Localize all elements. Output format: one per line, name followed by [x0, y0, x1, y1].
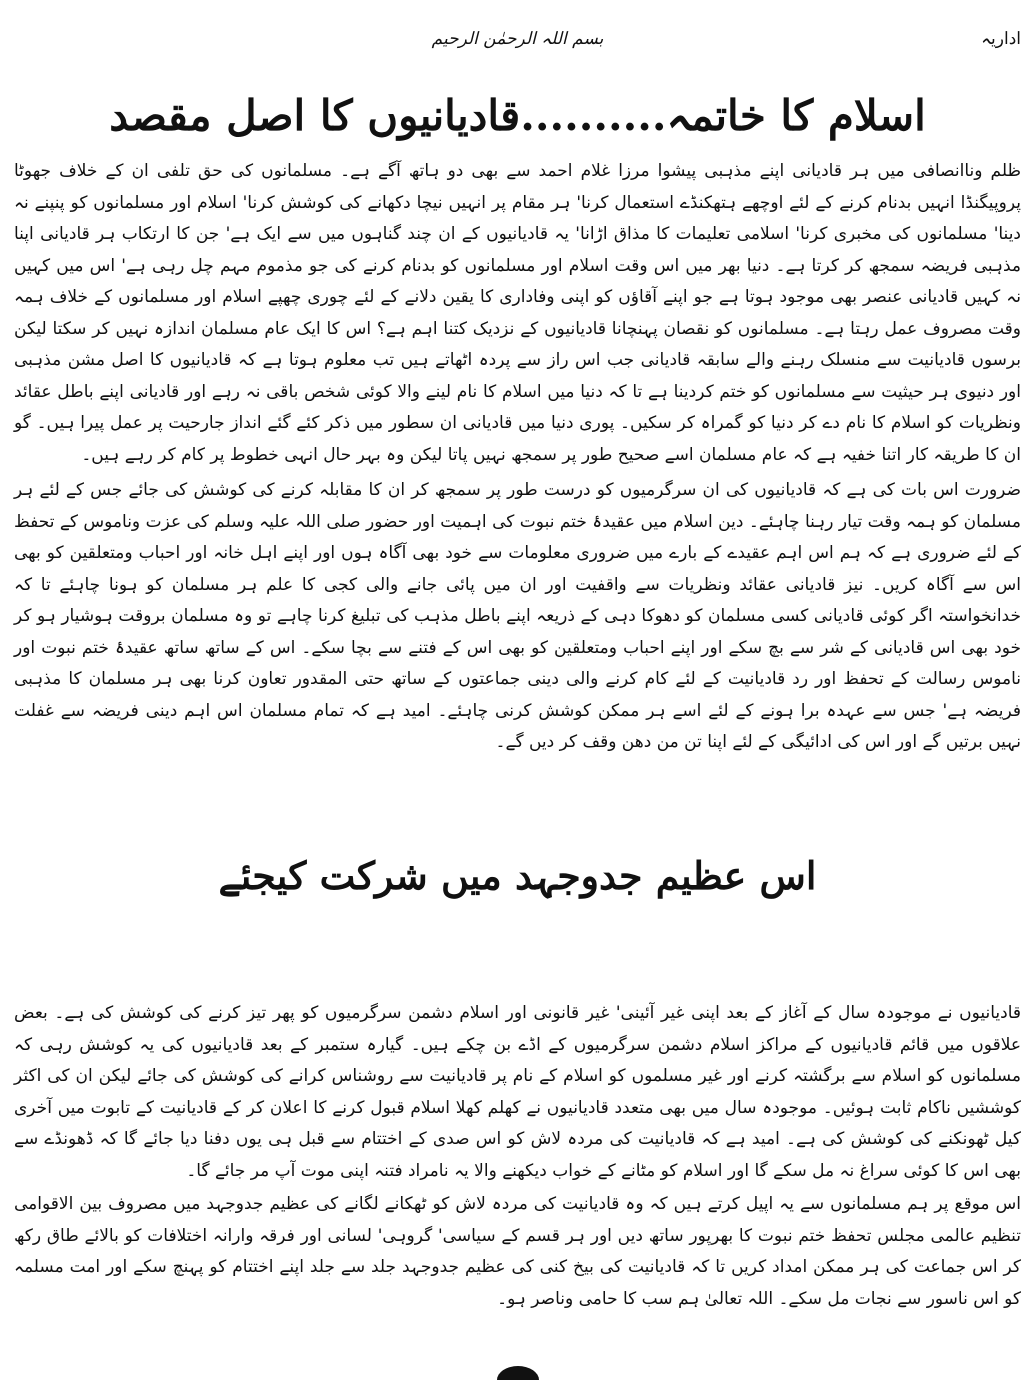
article-2-paragraph-1: قادیانیوں نے موجودہ سال کے آغاز کے بعد اپنی غیر آئینی' غیر قانونی اور اسلام دشمن سرگرمیوں کو پھر تیز کرنے کی کوشش کی ہے۔ بعض علاقوں میں قائم قادیانیوں کے مراکز اسلام دشمن سرگرمیوں کے اڈے بن چکے ہیں۔ گیارہ ستمبر کے بعد قادیانیوں کی یہ کوشش رہی کہ مسلمانوں کو اسلام سے برگشتہ کرنے اور غیر مسلموں کو اسلام کے نام پر قادیانیت سے روشناس کرانے کی کوشش کی جائے لیکن ان کی اکثر کوششیں ناکام ثابت ہوئیں۔ موجودہ سال میں بھی متعدد قادیانیوں نے کھلم کھلا اسلام قبول کرنے کا اعلان کر کے قادیانیت کے تابوت میں آخری کیل ٹھونکنے کی کوشش کی ہے۔ امید ہے کہ قادیانیت کی مردہ لاش کو اس صدی کے اختتام سے قبل ہی یوں دفنا دیا جائے گا کہ ڈھونڈے سے بھی اس کا کوئی سراغ نہ مل سکے گا اور اسلام کو مٹانے کے خواب دیکھنے والا یہ نامراد فتنہ اپنی موت آپ مر جائے گا۔ — [14, 1003, 1021, 1181]
article-2-body — [14, 998, 1021, 1358]
section-label: اداریہ — [981, 29, 1021, 49]
article-2-paragraph-2: اس موقع پر ہم مسلمانوں سے یہ اپیل کرتے ہیں کہ وہ قادیانیت کی مردہ لاش کو ٹھکانے لگانے کی عظیم جدوجہد میں مصروف بین الاقوامی تنظیم عالمی مجلس تحفظ ختم نبوت کا بھرپور ساتھ دیں اور ہر قسم کے سیاسی' گروہی' لسانی اور فرقہ وارانہ اختلافات کو بالائے طاق رکھ کر اس جماعت کی ہر ممکن امداد کریں تا کہ قادیانیت کی بیخ کنی کی عظیم جدوجہد جلد سے جلد اپنے اختتام کو پہنچ سکے اور امت مسلمہ کو اس ناسور سے نجات مل سکے۔ اللہ تعالیٰ ہم سب کا حامی وناصر ہو۔ — [14, 1194, 1021, 1309]
article-1-paragraph-1: ظلم وناانصافی میں ہر قادیانی اپنے مذہبی پیشوا مرزا غلام احمد سے بھی دو ہاتھ آگے ہے۔ مسلمانوں کی حق تلفی ان کے خلاف جھوٹا پروپیگنڈا انہیں بدنام کرنے کے لئے اوچھے ہتھکنڈے استعمال کرنا' ہر مقام پر انہیں نیچا دکھانے کی کوشش کرنا' اسلام اور مسلمانوں کو پنپنے نہ دینا' مسلمانوں کی مخبری کرنا' اسلامی تعلیمات کا مذاق اڑانا' یہ قادیانیوں کے ان چند گناہوں میں سے ایک ہے' جن کا ارتکاب ہر قادیانی اپنا مذہبی فریضہ سمجھ کر کرتا ہے۔ دنیا بھر میں اس وقت اسلام اور مسلمانوں کو بدنام کرنے کی جو مذموم مہم چل رہی ہے' اس میں کہیں نہ کہیں قادیانی عنصر بھی موجود ہوتا ہے جو اپنے آقاؤں کو اپنی وفاداری کا یقین دلانے کے لئے چوری چھپے اسلام اور مسلمانوں کے خلاف ہمہ وقت مصروف عمل رہتا ہے۔ مسلمانوں کو نقصان پہنچانا قادیانیوں کے نزدیک کتنا اہم ہے؟ اس کا ایک عام مسلمان اندازہ نہیں کر سکتا لیکن برسوں قادیانیت سے منسلک رہنے والے سابقہ قادیانی جب اس راز سے پردہ اٹھاتے ہیں تب معلوم ہوتا ہے کہ قادیانیوں کا اصل مشن مذہبی اور دنیوی ہر حیثیت سے مسلمانوں کو ختم کردینا ہے تا کہ دنیا میں اسلام کا نام لینے والا کوئی شخص باقی نہ رہے اور قادیانی اپنے باطل عقائد ونظریات کو اسلام کا نام دے کر دنیا کو گمراہ کر سکیں۔ پوری دنیا میں قادیانی ان سطور میں ذکر کئے گئے انداز جارحیت پر عمل پیرا ہیں۔ گو ان کا طریقہ کار اتنا خفیہ ہے کہ عام مسلمان اسے صحیح طور پر سمجھ نہیں پاتا لیکن وہ بہر حال انہی خطوط پر کام کر رہے ہیں۔ — [14, 161, 1021, 465]
article-1-body — [14, 156, 1021, 841]
bottom-ornament-icon — [497, 1366, 539, 1380]
bismillah-heading: بسم اللہ الرحمٰن الرحیم — [431, 29, 604, 49]
article-1-title: اسلام کا خاتمہ..........قادیانیوں کا اصل مقصد — [109, 91, 926, 140]
page-header — [14, 28, 1021, 58]
article-1-paragraph-2: ضرورت اس بات کی ہے کہ قادیانیوں کی ان سرگرمیوں کو درست طور پر سمجھ کر ان کا مقابلہ کرنے کی کوشش کی جائے جس کے لئے ہر مسلمان کو ہمہ وقت تیار رہنا چاہئے۔ دین اسلام میں عقیدۂ ختم نبوت کی اہمیت اور حضور صلی اللہ علیہ وسلم کی عزت وناموس کے تحفظ کے لئے ضروری ہے کہ ہم اس اہم عقیدے کے بارے میں ضروری معلومات سے خود بھی آگاہ ہوں اور اپنے اہل خانہ اور احباب ومتعلقین کو بھی اس سے آگاہ کریں۔ نیز قادیانی عقائد ونظریات سے واقفیت اور ان میں پائی جانے والی کجی کا علم ہر مسلمان کو ہونا چاہئے تا کہ خدانخواستہ اگر کوئی قادیانی کسی مسلمان کو دھوکا دہی کے ذریعہ اپنے باطل مذہب کی تبلیغ کرنا چاہے تو وہ مسلمان بروقت ہوشیار ہو کر خود بھی اس قادیانی کے شر سے بچ سکے اور اپنے احباب ومتعلقین کو بھی اس کے فتنے سے بچا سکے۔ اس کے ساتھ ساتھ عقیدۂ ختم نبوت اور ناموس رسالت کے تحفظ اور رد قادیانیت کے لئے کام کرنے والی دینی جماعتوں کے ساتھ حتی المقدور تعاون کرنا بھی ہر مسلمان کا مذہبی فریضہ ہے' جس سے عہدہ برا ہونے کے لئے اسے ہر ممکن کوشش کرنی چاہئے۔ امید ہے کہ تمام مسلمان اس اہم دینی فریضہ سے غفلت نہیں برتیں گے اور اس کی ادائیگی کے لئے اپنا تن من دھن وقف کر دیں گے۔ — [14, 480, 1021, 752]
article-2-title: اس عظیم جدوجہد میں شرکت کیجئے — [218, 853, 817, 898]
